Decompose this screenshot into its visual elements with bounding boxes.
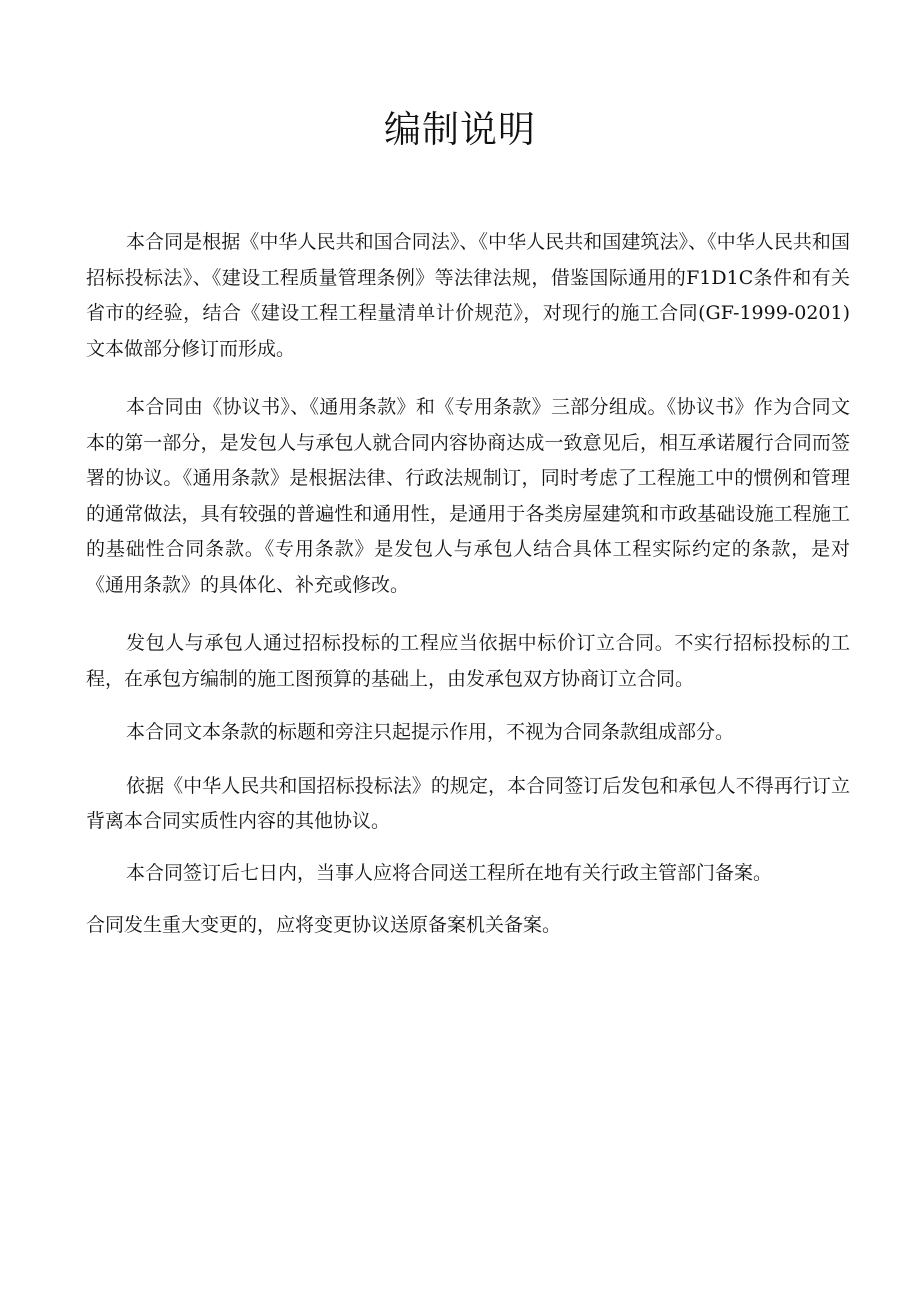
paragraph-basis: 本合同是根据《中华人民共和国合同法》、《中华人民共和国建筑法》、《中华人民共和国招标投标法》、《建设工程质量管理条例》等法律法规，借鉴国际通用的F1D1C条件和有关省市的经验，结合《建设工程工程量清单计价规范》，对现行的施工合同(GF-1999-0201)文本做部分修订而形成。 [86, 231, 850, 360]
paragraph-composition: 本合同由《协议书》、《通用条款》和《专用条款》三部分组成。《协议书》作为合同文本的第一部分，是发包人与承包人就合同内容协商达成一致意见后，相互承诺履行合同而签署的协议。《通用条款》是根据法律、行政法规制订，同时考虑了工程施工中的惯例和管理的通常做法，具有较强的普遍性和通用性，是通用于各类房屋建筑和市政基础设施工程施工的基础性合同条款。《专用条款》是发包人与承包人结合具体工程实际约定的条款，是对《通用条款》的具体化、补充或修改。 [86, 396, 850, 596]
page-title: 编制说明 [384, 108, 536, 151]
paragraph-major-change: 合同发生重大变更的，应将变更协议送原备案机关备案。 [86, 914, 562, 936]
paragraph-headings-note: 本合同文本条款的标题和旁注只起提示作用，不视为合同条款组成部分。 [126, 721, 735, 743]
paragraph-no-side-agreement: 依据《中华人民共和国招标投标法》的规定，本合同签订后发包和承包人不得再行订立背离本合同实质性内容的其他协议。 [86, 774, 850, 832]
paragraph-filing: 本合同签订后七日内，当事人应将合同送工程所在地有关行政主管部门备案。 [126, 861, 773, 884]
document-body [86, 225, 850, 944]
paragraph-bidding: 发包人与承包人通过招标投标的工程应当依据中标价订立合同。不实行招标投标的工程，在承包方编制的施工图预算的基础上，由发承包双方协商订立合同。 [86, 632, 850, 690]
